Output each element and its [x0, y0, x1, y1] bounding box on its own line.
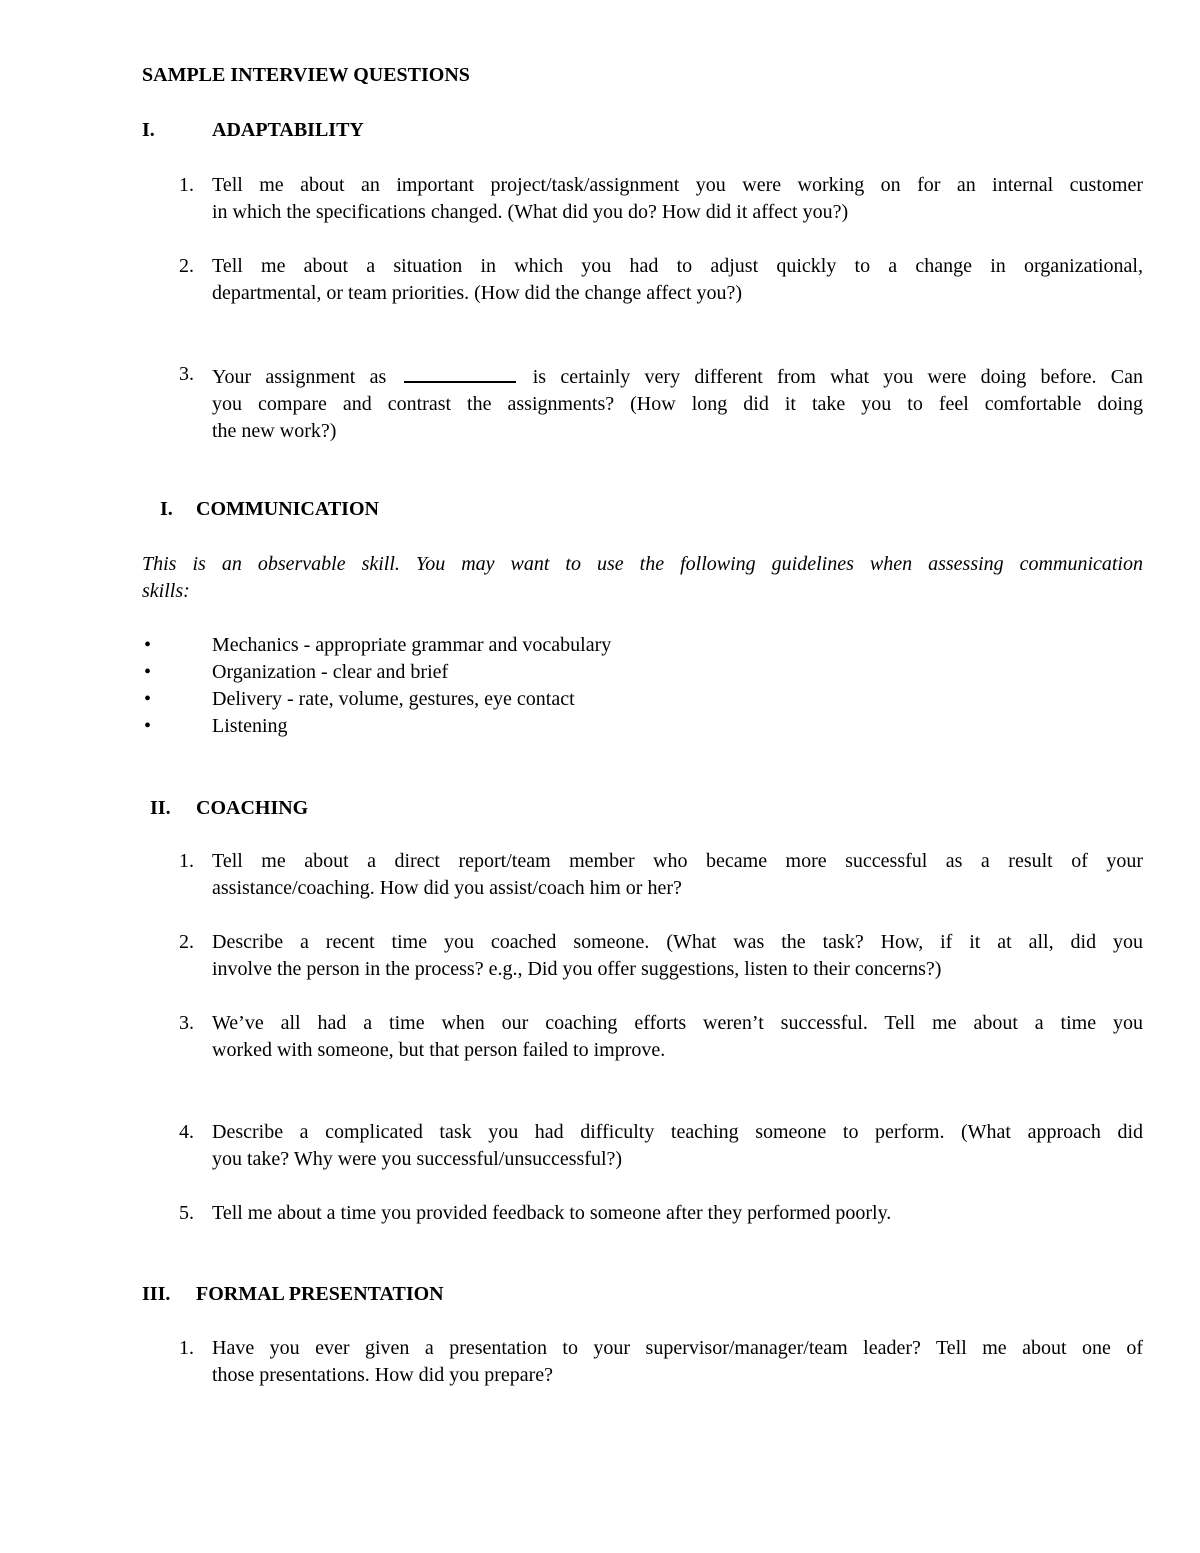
section-heading-adaptability	[142, 117, 364, 144]
question-line: Have you ever given a presentation to your supervisor/manager/team leader? Tell me about one of	[212, 1337, 1143, 1359]
question-line: in which the specifications changed. (What did you do? How did it affect you?)	[212, 201, 849, 223]
bullet-icon: •	[144, 688, 152, 710]
section-heading-communication	[160, 496, 379, 523]
bullet-icon: •	[144, 715, 152, 737]
section-number: I.	[160, 498, 173, 520]
section-title: COACHING	[196, 797, 309, 819]
question-text	[212, 1200, 1143, 1227]
question-line: Describe a recent time you coached someone. (What was the task? How, if it at all, did you	[212, 931, 1143, 953]
question-text	[212, 253, 1143, 307]
bullet-item: Organization - clear and brief	[212, 661, 449, 683]
section-title: ADAPTABILITY	[212, 119, 364, 141]
question-line: departmental, or team priorities. (How did the change affect you?)	[212, 282, 742, 304]
question-text	[212, 1010, 1143, 1064]
question-line: We’ve all had a time when our coaching efforts weren’t successful. Tell me about a time you	[212, 1012, 1143, 1034]
bullet-item: Listening	[212, 715, 288, 737]
intro-line: This is an observable skill. You may want to use the following guidelines when assessing communication	[142, 553, 1143, 575]
question-line: Tell me about a situation in which you had to adjust quickly to a change in organizational,	[212, 255, 1143, 277]
question-line: you take? Why were you successful/unsuccessful?)	[212, 1148, 623, 1170]
question-line: Tell me about a direct report/team member who became more successful as a result of your	[212, 850, 1143, 872]
question-number: 3.	[179, 1012, 194, 1034]
question-number: 1.	[179, 174, 194, 196]
question-text	[212, 361, 1143, 445]
bullet-icon: •	[144, 661, 152, 683]
section-title: FORMAL PRESENTATION	[196, 1283, 444, 1305]
section-heading-coaching	[150, 795, 309, 822]
bullet-item: Mechanics - appropriate grammar and vocabulary	[212, 634, 612, 656]
section-number: II.	[150, 797, 171, 819]
question-line: worked with someone, but that person failed to improve.	[212, 1039, 666, 1061]
question-text	[212, 848, 1143, 902]
question-number: 3.	[179, 363, 194, 385]
question-text	[212, 1335, 1143, 1389]
question-number: 5.	[179, 1202, 194, 1224]
question-number: 1.	[179, 1337, 194, 1359]
question-line: Describe a complicated task you had difficulty teaching someone to perform. (What approach did	[212, 1121, 1143, 1143]
question-number: 2.	[179, 255, 194, 277]
question-line: involve the person in the process? e.g., Did you offer suggestions, listen to their concerns?)	[212, 958, 942, 980]
question-line: those presentations. How did you prepare?	[212, 1364, 554, 1386]
question-text	[212, 929, 1143, 983]
question-line-with-blank	[212, 361, 1143, 391]
section-title: COMMUNICATION	[196, 498, 379, 520]
question-text	[212, 1119, 1143, 1173]
section-number: III.	[142, 1283, 171, 1305]
question-line-end: is certainly very different from what you were doing before. Can	[532, 366, 1143, 388]
intro-line: skills:	[142, 580, 190, 602]
question-number: 1.	[179, 850, 194, 872]
communication-intro	[142, 551, 1143, 605]
question-number: 4.	[179, 1121, 194, 1143]
document-title: SAMPLE INTERVIEW QUESTIONS	[142, 64, 470, 86]
question-line: Tell me about a time you provided feedback to someone after they performed poorly.	[212, 1202, 892, 1224]
question-line: assistance/coaching. How did you assist/coach him or her?	[212, 877, 682, 899]
section-heading-formal-presentation	[142, 1281, 444, 1308]
question-text	[212, 172, 1143, 226]
section-number: I.	[142, 119, 155, 141]
fill-in-blank	[404, 361, 516, 383]
question-line: Tell me about an important project/task/assignment you were working on for an internal customer	[212, 174, 1143, 196]
question-line: you compare and contrast the assignments? (How long did it take you to feel comfortable doing	[212, 393, 1143, 415]
bullet-icon: •	[144, 634, 152, 656]
question-line-start: Your assignment as	[212, 366, 387, 388]
bullet-item: Delivery - rate, volume, gestures, eye contact	[212, 688, 575, 710]
question-line: the new work?)	[212, 420, 337, 442]
question-number: 2.	[179, 931, 194, 953]
